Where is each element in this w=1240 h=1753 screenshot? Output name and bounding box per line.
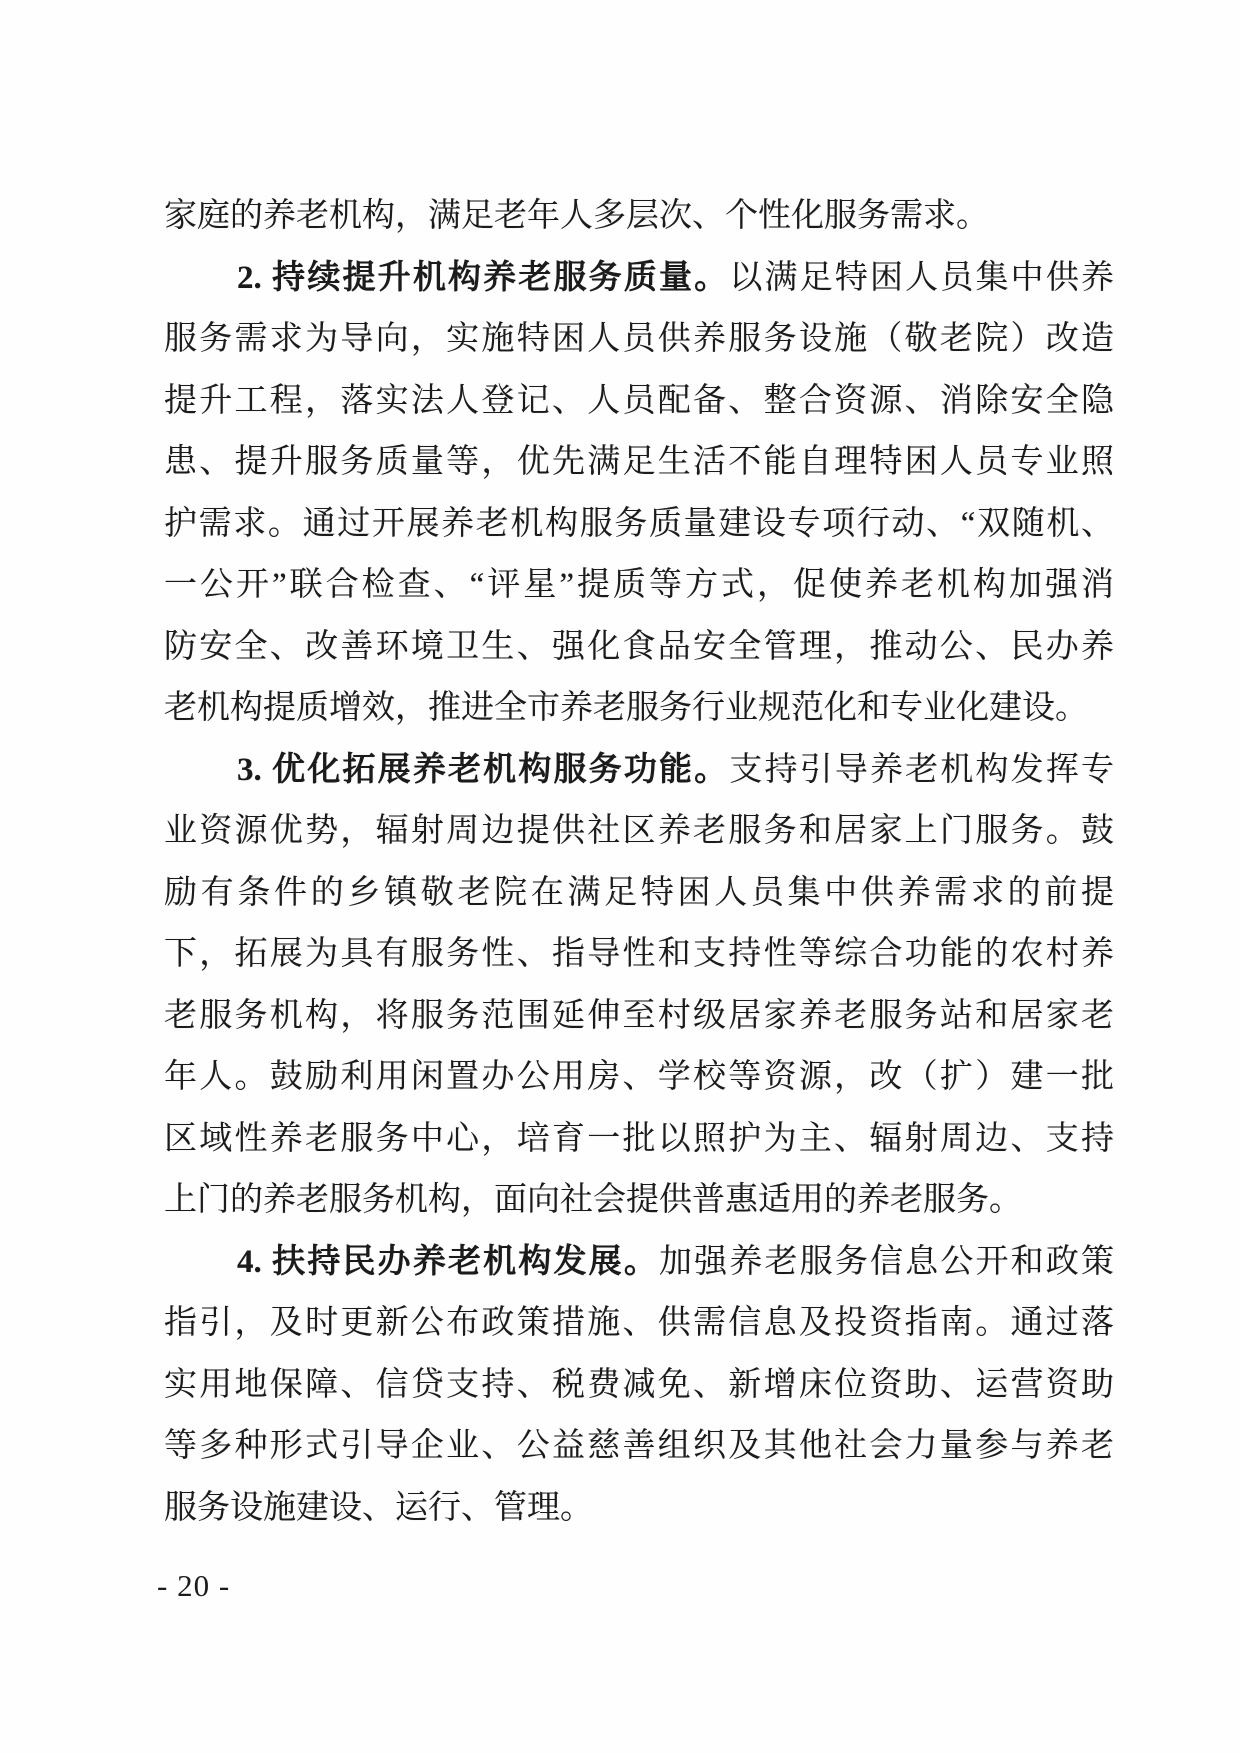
text-run: 老机构提质增效，推进全市养老服务行业规范化和专业化建设。 <box>164 690 1088 726</box>
paragraph-heading: 2. 持续提升机构养老服务质量。 <box>237 259 730 296</box>
text-line <box>164 1109 1114 1171</box>
document-body <box>164 186 1114 1539</box>
paragraph-heading: 4. 扶持民办养老机构发展。 <box>237 1243 659 1280</box>
text-line <box>164 1355 1114 1417</box>
text-run: 指引，及时更新公布政策措施、供需信息及投资指南。通过落 <box>164 1305 1114 1341</box>
text-line <box>164 1416 1114 1478</box>
text-run: 老服务机构，将服务范围延伸至村级居家养老服务站和居家老 <box>164 997 1114 1034</box>
text-line <box>164 555 1114 617</box>
paragraph-heading: 3. 优化拓展养老机构服务功能。 <box>237 751 730 788</box>
text-run: 年人。鼓励利用闲置办公用房、学校等资源，改（扩）建一批 <box>164 1059 1114 1095</box>
text-line <box>164 432 1114 494</box>
text-line <box>164 740 1114 802</box>
text-run: 服务设施建设、运行、管理。 <box>164 1489 593 1526</box>
text-line <box>164 371 1114 433</box>
text-run: 业资源优势，辐射周边提供社区养老服务和居家上门服务。鼓 <box>164 813 1114 849</box>
paragraph <box>164 248 1114 740</box>
text-run: 服务需求为导向，实施特困人员供养服务设施（敬老院）改造 <box>164 321 1114 357</box>
text-run: 患、提升服务质量等，优先满足生活不能自理特困人员专业照 <box>164 444 1114 480</box>
text-run: 家庭的养老机构，满足老年人多层次、个性化服务需求。 <box>164 198 989 234</box>
text-line <box>164 678 1114 740</box>
text-line <box>164 1232 1114 1294</box>
text-line <box>164 1170 1114 1232</box>
text-line <box>164 309 1114 371</box>
text-line <box>164 248 1114 310</box>
text-line <box>164 1478 1114 1540</box>
text-line <box>164 1293 1114 1355</box>
text-run: 加强养老服务信息公开和政策 <box>659 1243 1115 1280</box>
text-line <box>164 617 1114 679</box>
page-number: - 20 - <box>157 1568 231 1603</box>
text-line <box>164 494 1114 556</box>
text-run: 下，拓展为具有服务性、指导性和支持性等综合功能的农村养 <box>164 936 1114 972</box>
text-run: 一公开”联合检查、“评星”提质等方式，促使养老机构加强消 <box>164 567 1114 603</box>
paragraph <box>164 740 1114 1232</box>
text-run: 实用地保障、信贷支持、税费减免、新增床位资助、运营资助 <box>164 1366 1114 1403</box>
text-run: 防安全、改善环境卫生、强化食品安全管理，推动公、民办养 <box>164 628 1114 665</box>
text-run: 等多种形式引导企业、公益慈善组织及其他社会力量参与养老 <box>164 1428 1114 1464</box>
text-run: 提升工程，落实法人登记、人员配备、整合资源、消除安全隐 <box>164 382 1114 419</box>
text-line <box>164 1047 1114 1109</box>
text-line <box>164 186 1114 248</box>
text-run: 以满足特困人员集中供养 <box>729 259 1115 296</box>
paragraph <box>164 186 1114 248</box>
text-run: 上门的养老服务机构，面向社会提供普惠适用的养老服务。 <box>164 1182 1022 1218</box>
text-run: 区域性养老服务中心，培育一批以照护为主、辐射周边、支持 <box>164 1120 1114 1157</box>
text-line <box>164 863 1114 925</box>
text-line <box>164 924 1114 986</box>
text-run: 支持引导养老机构发挥专 <box>729 751 1115 788</box>
text-run: 护需求。通过开展养老机构服务质量建设专项行动、“双随机、 <box>164 505 1114 542</box>
text-line <box>164 986 1114 1048</box>
text-run: 励有条件的乡镇敬老院在满足特困人员集中供养需求的前提 <box>164 874 1114 911</box>
paragraph <box>164 1232 1114 1540</box>
text-line <box>164 801 1114 863</box>
